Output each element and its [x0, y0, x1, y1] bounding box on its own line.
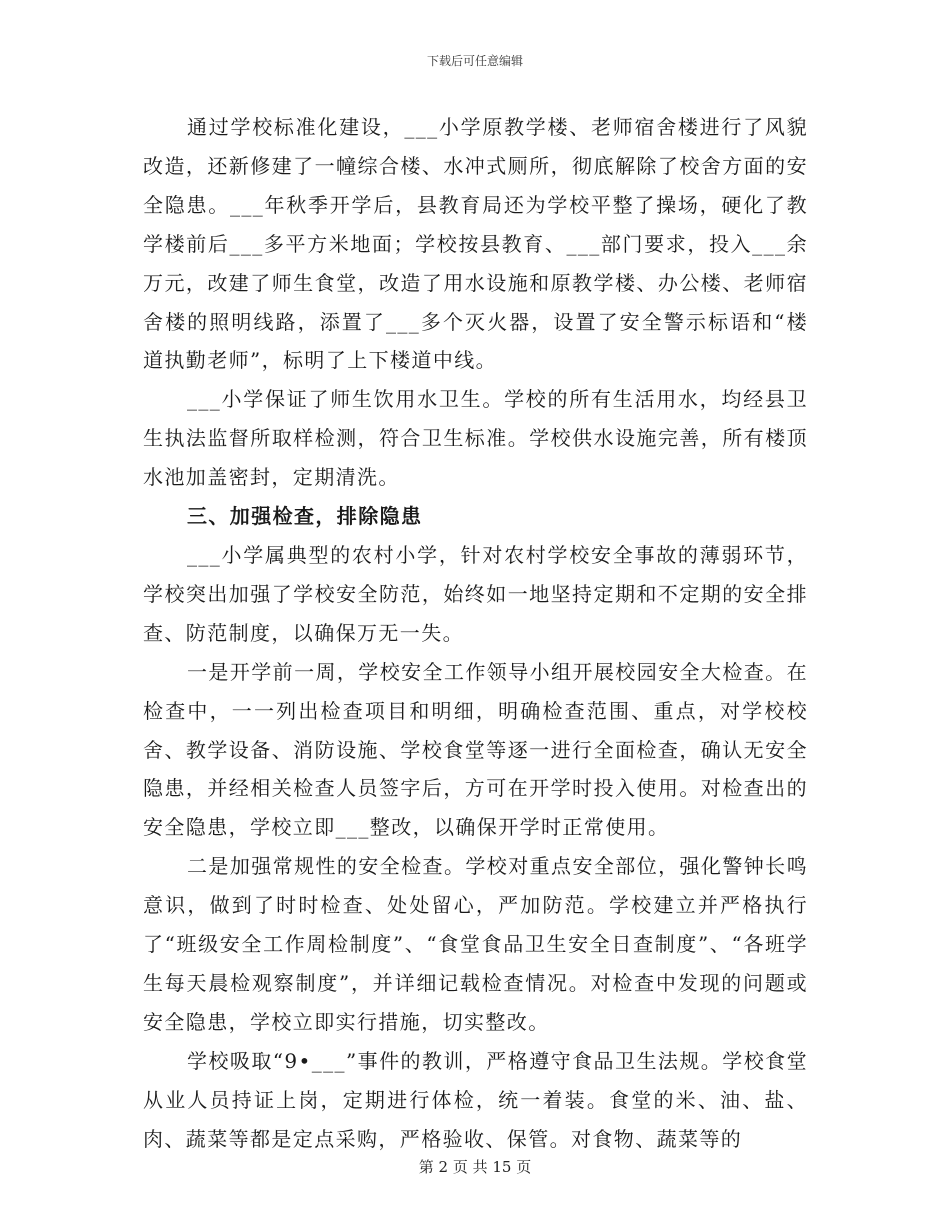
paragraph-pre-term-inspection: 一是开学前一周，学校安全工作领导小组开展校园安全大检查。在检查中，一一列出检查项目和明细，明确检查范围、重点，对学校校舍、教学设备、消防设施、学校食堂等逐一进行全面检查，确认无安全隐患，并经相关检查人员签字后，方可在开学时投入使用。对检查出的安全隐患，学校立即___整改，以确保开学时正常使用。: [143, 659, 808, 840]
page-number: 第 2 页 共 15 页: [418, 1158, 532, 1176]
paragraph-rural-school: ___小学属典型的农村小学，针对农村学校安全事故的薄弱环节，学校突出加强了学校安全防范，始终如一地坚持定期和不定期的安全排查、防范制度，以确保万无一失。: [143, 542, 808, 645]
page-header-note: 下载后可任意编辑: [426, 54, 523, 68]
paragraph-food-safety: 学校吸取“9•___”事件的教训，严格遵守食品卫生法规。学校食堂从业人员持证上岗，定期进行体检，统一着装。食堂的米、油、盐、肉、蔬菜等都是定点采购，严格验收、保管。对食物、蔬菜等的: [143, 1048, 808, 1151]
document-body: [143, 108, 808, 1158]
paragraph-routine-inspection: 二是加强常规性的安全检查。学校对重点安全部位，强化警钟长鸣意识，做到了时时检查、处处留心，严加防范。学校建立并严格执行了“班级安全工作周检制度”、“食堂食品卫生安全日查制度”、“各班学生每天晨检观察制度”，并详细记载检查情况。对检查中发现的问题或安全隐患，学校立即实行措施，切实整改。: [143, 854, 808, 1034]
paragraph-drinking-water: ___小学保证了师生饮用水卫生。学校的所有生活用水，均经县卫生执法监督所取样检测，符合卫生标准。学校供水设施完善，所有楼顶水池加盖密封，定期清洗。: [143, 387, 808, 490]
paragraph-standardization: 通过学校标准化建设，___小学原教学楼、老师宿舍楼进行了风貌改造，还新修建了一幢综合楼、水冲式厕所，彻底解除了校舍方面的安全隐患。___年秋季开学后，县教育局还为学校平整了操场，硬化了教学楼前后___多平方米地面；学校按县教育、___部门要求，投入___余万元，改建了师生食堂，改造了用水设施和原教学楼、办公楼、老师宿舍楼的照明线路，添置了___多个灭火器，设置了安全警示标语和“楼道执勤老师”，标明了上下楼道中线。: [143, 115, 808, 373]
section-heading: 三、加强检查，排除隐患: [187, 504, 423, 529]
